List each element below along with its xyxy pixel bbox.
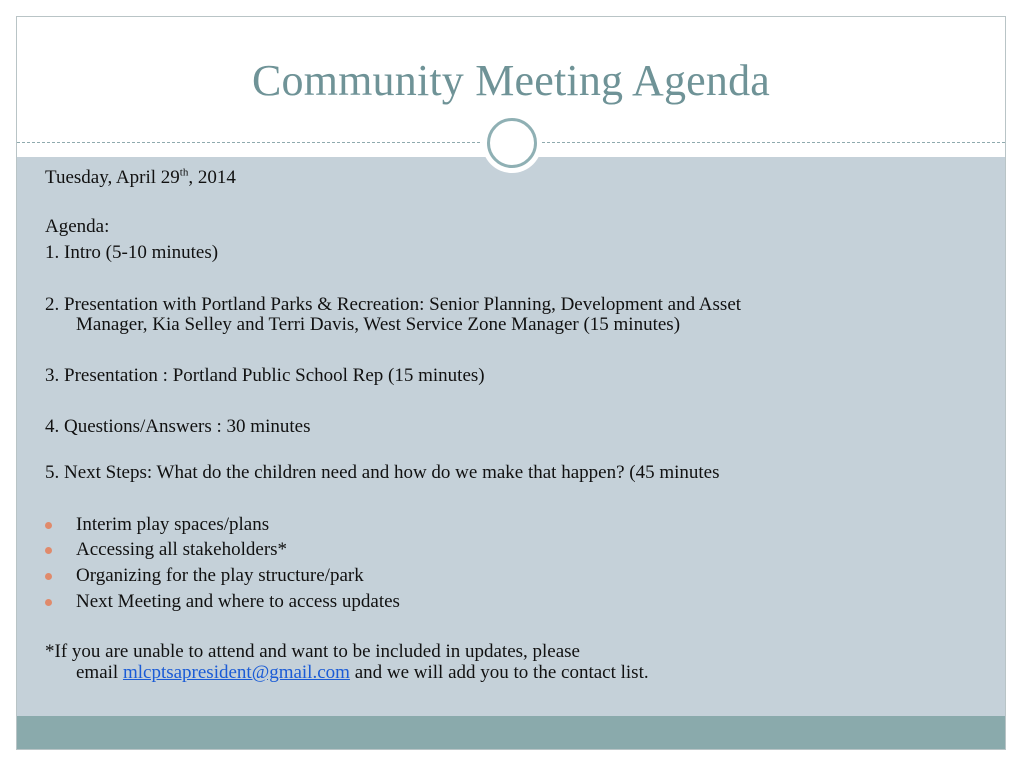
footnote-email-suffix: and we will add you to the contact list. xyxy=(349,662,649,683)
bullet-item xyxy=(45,514,645,535)
date-text: Tuesday, April 29 xyxy=(45,167,180,188)
bullet-dot-icon xyxy=(45,547,52,554)
bullet-dot-icon xyxy=(45,599,52,606)
footnote-email-prefix: email xyxy=(76,662,123,683)
agenda-item-4: 4. Questions/Answers : 30 minutes xyxy=(45,416,311,437)
agenda-item-2-line-1: 2. Presentation with Portland Parks & Recreation: Senior Planning, Development and Asset xyxy=(45,294,742,315)
footnote-line-2 xyxy=(45,662,649,683)
date-ordinal-suffix: th xyxy=(179,166,189,179)
footnote-line-1: *If you are unable to attend and want to be included in updates, please xyxy=(45,641,580,662)
contact-email-link[interactable]: mlcptsapresident@gmail.com xyxy=(122,662,350,683)
date-year: , 2014 xyxy=(188,167,236,188)
bullet-dot-icon xyxy=(45,573,52,580)
bullet-text: Accessing all stakeholders* xyxy=(76,539,288,560)
bullet-item xyxy=(45,539,645,560)
footer-band xyxy=(17,716,1005,750)
agenda-item-3: 3. Presentation : Portland Public School Rep (15 minutes) xyxy=(45,365,485,386)
circle-ornament-icon xyxy=(487,118,537,168)
agenda-item-1: 1. Intro (5-10 minutes) xyxy=(45,242,219,263)
slide-title: Community Meeting Agenda xyxy=(251,56,771,105)
bullet-text: Organizing for the play structure/park xyxy=(76,565,364,586)
agenda-item-5: 5. Next Steps: What do the children need and how do we make that happen? (45 minutes xyxy=(45,462,720,483)
bullet-item xyxy=(45,591,645,612)
meeting-date xyxy=(45,167,236,188)
agenda-item-2-line-2: Manager, Kia Selley and Terri Davis, West Service Zone Manager (15 minutes) xyxy=(76,314,681,335)
agenda-label: Agenda: xyxy=(45,216,110,237)
bullet-dot-icon xyxy=(45,522,52,529)
bullet-text: Interim play spaces/plans xyxy=(76,514,270,535)
bullet-item xyxy=(45,565,645,586)
bullet-text: Next Meeting and where to access updates xyxy=(76,591,400,612)
